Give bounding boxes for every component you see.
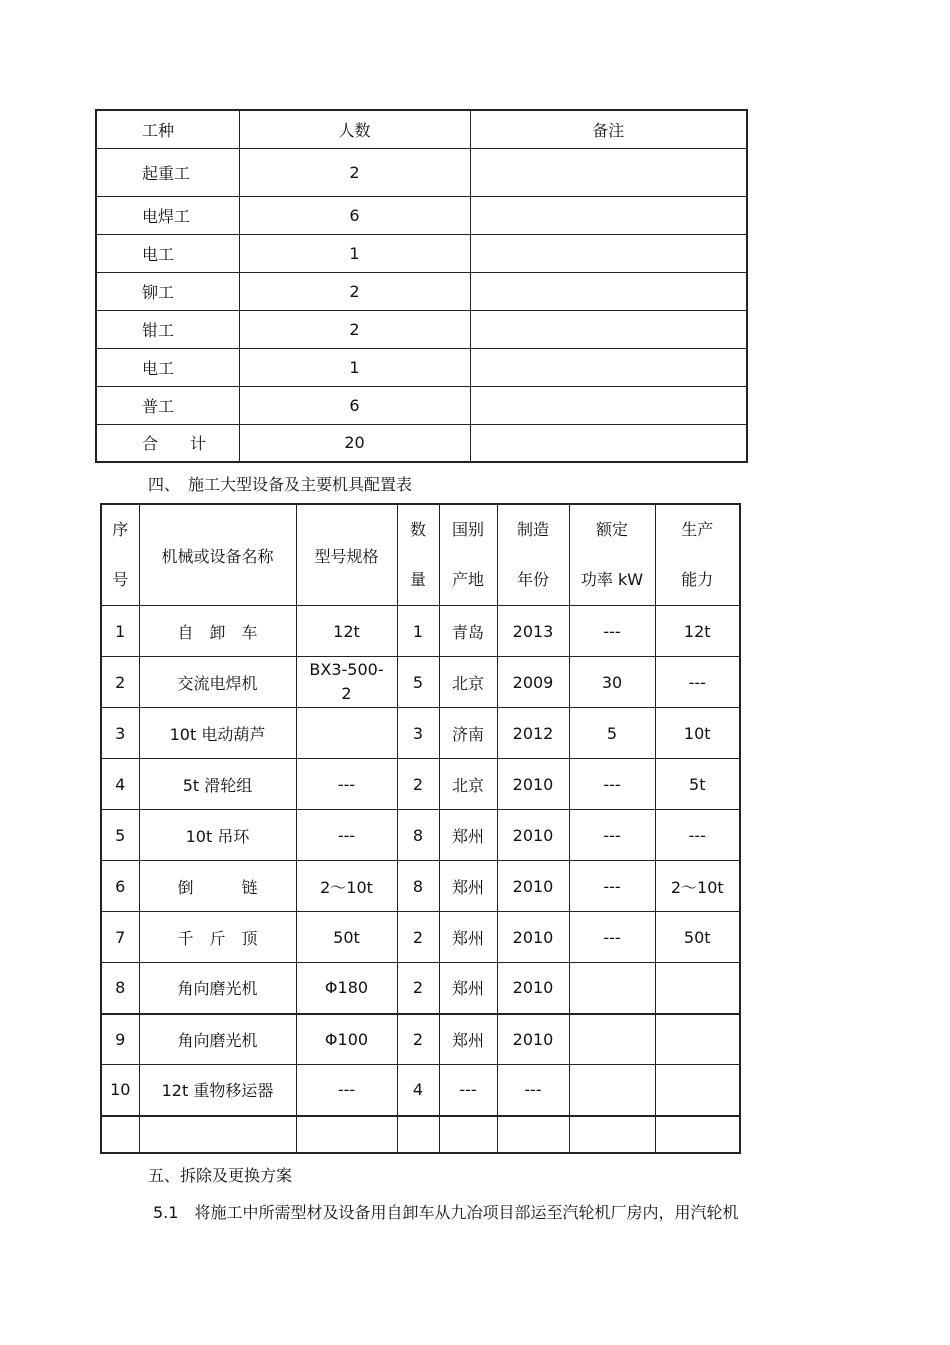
model-cell: --- [296, 810, 397, 861]
table-row [96, 234, 747, 272]
seq-cell: 4 [101, 759, 139, 810]
empty-cell [497, 1116, 569, 1153]
seq-cell: 5 [101, 810, 139, 861]
table-row [96, 196, 747, 234]
model-cell: 50t [296, 912, 397, 963]
seq-cell: 2 [101, 657, 139, 708]
power-cell: 5 [569, 708, 655, 759]
note-cell [470, 234, 747, 272]
qty-cell: 5 [397, 657, 439, 708]
header-name: 机械或设备名称 [139, 504, 296, 606]
count-cell: 6 [239, 196, 470, 234]
qty-cell: 2 [397, 759, 439, 810]
equipment-header-row [101, 504, 740, 606]
model-cell: Φ180 [296, 963, 397, 1014]
name-cell: 5t 滑轮组 [139, 759, 296, 810]
section5-title: 五、拆除及更换方案 [148, 1166, 293, 1185]
power-cell: --- [569, 810, 655, 861]
year-cell: 2010 [497, 963, 569, 1014]
name-cell: 10t 电动葫芦 [139, 708, 296, 759]
qty-cell: 8 [397, 810, 439, 861]
total-note [470, 424, 747, 462]
year-cell: 2010 [497, 912, 569, 963]
note-cell [470, 348, 747, 386]
name-cell: 倒 链 [139, 861, 296, 912]
worktype-cell: 普工 [96, 386, 239, 424]
table-row [101, 1065, 740, 1116]
staff-header-row [96, 110, 747, 148]
worktype-cell: 铆工 [96, 272, 239, 310]
total-value: 20 [239, 424, 470, 462]
worktype-cell: 电焊工 [96, 196, 239, 234]
qty-cell: 8 [397, 861, 439, 912]
section4-title: 四、 施工大型设备及主要机具配置表 [148, 475, 413, 494]
table-row [101, 861, 740, 912]
origin-cell: 郑州 [439, 861, 497, 912]
empty-cell [101, 1116, 139, 1153]
header-count: 人数 [239, 110, 470, 148]
note-cell [470, 310, 747, 348]
seq-cell: 3 [101, 708, 139, 759]
model-cell: 2～10t [296, 861, 397, 912]
table-row [101, 606, 740, 657]
name-cell: 交流电焊机 [139, 657, 296, 708]
year-cell: 2010 [497, 861, 569, 912]
power-cell [569, 1065, 655, 1116]
year-cell: --- [497, 1065, 569, 1116]
empty-row [101, 1116, 740, 1153]
header-note: 备注 [470, 110, 747, 148]
power-cell: 30 [569, 657, 655, 708]
origin-cell: 北京 [439, 657, 497, 708]
capacity-cell: --- [655, 810, 740, 861]
note-cell [470, 386, 747, 424]
table-row [101, 708, 740, 759]
empty-cell [296, 1116, 397, 1153]
seq-cell: 6 [101, 861, 139, 912]
power-cell: --- [569, 912, 655, 963]
empty-cell [439, 1116, 497, 1153]
header-worktype: 工种 [96, 110, 239, 148]
worktype-cell: 起重工 [96, 148, 239, 196]
name-cell: 12t 重物移运器 [139, 1065, 296, 1116]
capacity-cell: --- [655, 657, 740, 708]
count-cell: 2 [239, 148, 470, 196]
model-cell: --- [296, 1065, 397, 1116]
year-cell: 2010 [497, 810, 569, 861]
model-cell: --- [296, 759, 397, 810]
capacity-cell: 5t [655, 759, 740, 810]
empty-cell [139, 1116, 296, 1153]
capacity-cell [655, 963, 740, 1014]
header-capacity: 生产 能力 [655, 504, 740, 606]
capacity-cell: 2～10t [655, 861, 740, 912]
origin-cell: --- [439, 1065, 497, 1116]
count-cell: 2 [239, 310, 470, 348]
origin-cell: 济南 [439, 708, 497, 759]
total-row [96, 424, 747, 462]
model-cell: 12t [296, 606, 397, 657]
table-row [101, 1014, 740, 1065]
seq-cell: 10 [101, 1065, 139, 1116]
power-cell [569, 963, 655, 1014]
model-cell [296, 708, 397, 759]
count-cell: 1 [239, 348, 470, 386]
table-row [96, 310, 747, 348]
header-model: 型号规格 [296, 504, 397, 606]
power-cell: --- [569, 861, 655, 912]
origin-cell: 郑州 [439, 810, 497, 861]
worktype-cell: 钳工 [96, 310, 239, 348]
equipment-table [100, 503, 741, 1154]
header-seq: 序 号 [101, 504, 139, 606]
origin-cell: 郑州 [439, 1014, 497, 1065]
qty-cell: 2 [397, 1014, 439, 1065]
capacity-cell [655, 1065, 740, 1116]
table-row [101, 912, 740, 963]
qty-cell: 2 [397, 912, 439, 963]
origin-cell: 北京 [439, 759, 497, 810]
year-cell: 2009 [497, 657, 569, 708]
count-cell: 2 [239, 272, 470, 310]
table-row [101, 810, 740, 861]
table-row [101, 759, 740, 810]
capacity-cell: 50t [655, 912, 740, 963]
total-label: 合 计 [96, 424, 239, 462]
header-year: 制造 年份 [497, 504, 569, 606]
year-cell: 2010 [497, 759, 569, 810]
note-cell [470, 272, 747, 310]
model-cell: BX3-500-2 [296, 657, 397, 708]
qty-cell: 1 [397, 606, 439, 657]
header-origin: 国别 产地 [439, 504, 497, 606]
table-row [96, 272, 747, 310]
origin-cell: 郑州 [439, 912, 497, 963]
seq-cell: 9 [101, 1014, 139, 1065]
qty-cell: 4 [397, 1065, 439, 1116]
name-cell: 自 卸 车 [139, 606, 296, 657]
table-row [96, 148, 747, 196]
origin-cell: 郑州 [439, 963, 497, 1014]
origin-cell: 青岛 [439, 606, 497, 657]
power-cell: --- [569, 759, 655, 810]
empty-cell [569, 1116, 655, 1153]
power-cell: --- [569, 606, 655, 657]
qty-cell: 2 [397, 963, 439, 1014]
table-row [96, 386, 747, 424]
capacity-cell: 10t [655, 708, 740, 759]
seq-cell: 7 [101, 912, 139, 963]
year-cell: 2010 [497, 1014, 569, 1065]
name-cell: 角向磨光机 [139, 963, 296, 1014]
power-cell [569, 1014, 655, 1065]
table-row [101, 963, 740, 1014]
note-cell [470, 148, 747, 196]
staff-table [95, 109, 748, 463]
empty-cell [397, 1116, 439, 1153]
table-row [96, 348, 747, 386]
name-cell: 千 斤 顶 [139, 912, 296, 963]
paragraph-5-1: 5.1 将施工中所需型材及设备用自卸车从九冶项目部运至汽轮机厂房内，用汽轮机 [153, 1203, 739, 1222]
header-power: 额定 功率 kW [569, 504, 655, 606]
year-cell: 2013 [497, 606, 569, 657]
name-cell: 10t 吊环 [139, 810, 296, 861]
worktype-cell: 电工 [96, 348, 239, 386]
table-row [101, 657, 740, 708]
empty-cell [655, 1116, 740, 1153]
worktype-cell: 电工 [96, 234, 239, 272]
year-cell: 2012 [497, 708, 569, 759]
qty-cell: 3 [397, 708, 439, 759]
name-cell: 角向磨光机 [139, 1014, 296, 1065]
count-cell: 6 [239, 386, 470, 424]
model-cell: Φ100 [296, 1014, 397, 1065]
count-cell: 1 [239, 234, 470, 272]
note-cell [470, 196, 747, 234]
seq-cell: 8 [101, 963, 139, 1014]
header-qty: 数 量 [397, 504, 439, 606]
capacity-cell [655, 1014, 740, 1065]
seq-cell: 1 [101, 606, 139, 657]
capacity-cell: 12t [655, 606, 740, 657]
